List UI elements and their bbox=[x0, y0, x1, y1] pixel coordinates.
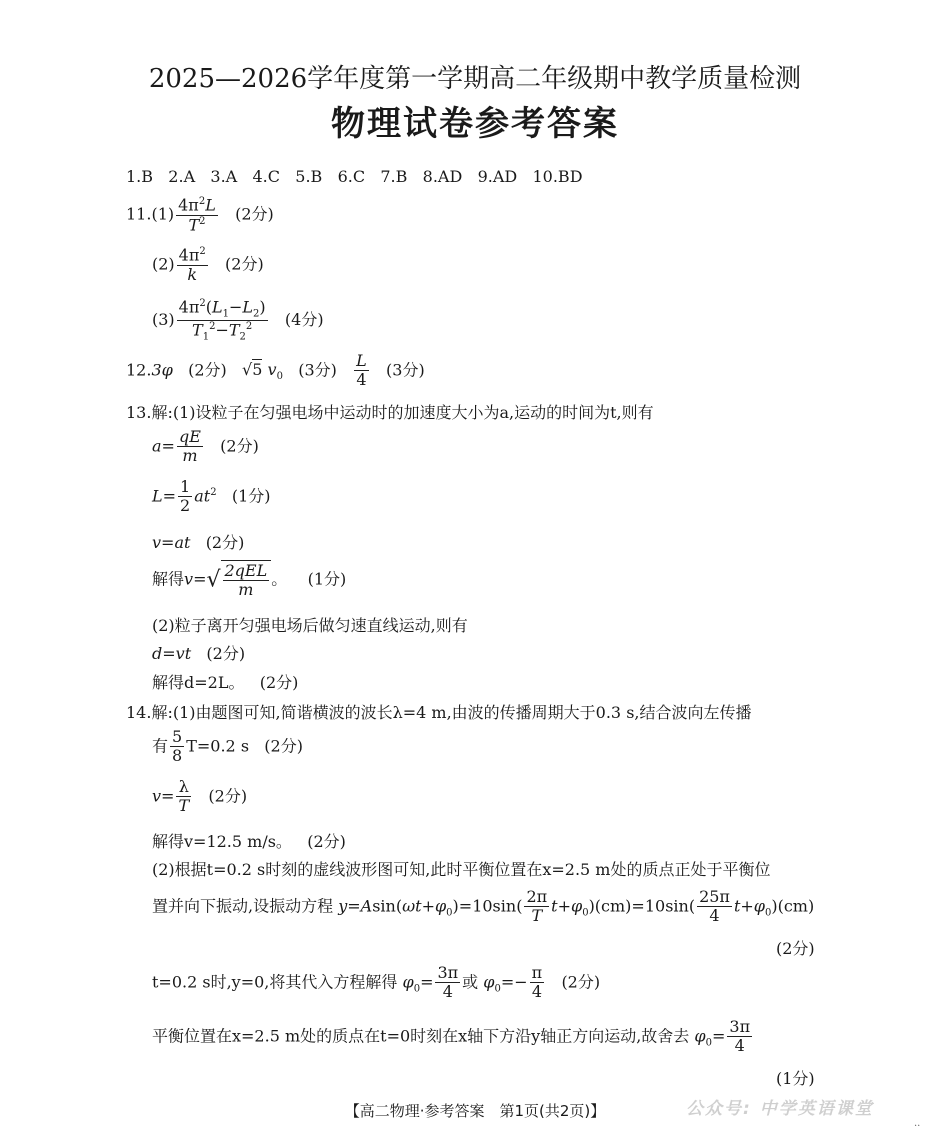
q11-p2-label: (2) bbox=[152, 254, 175, 274]
q11-p1-score: (2分) bbox=[235, 204, 274, 224]
corner-mark: .. bbox=[914, 1118, 921, 1129]
q13-score4: (1分) bbox=[307, 569, 347, 589]
q14-last-line: 平衡位置在x=2.5 m处的质点在t=0时刻在x轴下方沿y轴正方向运动,故舍去 $\varphi_0=$ $\frac{3\pi}{4}$ bbox=[152, 1017, 751, 1056]
q13-part2: (2)粒子离开匀强电场后做匀速直线运动,则有 bbox=[152, 616, 468, 635]
q12-score1: (2分) bbox=[188, 360, 227, 380]
q11-p2-formula: $\frac{4\pi^2}{k}$ bbox=[178, 245, 206, 284]
q11-p3-score: (4分) bbox=[284, 310, 324, 330]
q12-label: 12. bbox=[126, 360, 152, 380]
exam-title-line2: 物理试卷参考答案 bbox=[331, 104, 619, 144]
q14-intro: 14.解:(1)由题图可知,简谐横波的波长λ=4 m,由波的传播周期大于0.3 s,结合波向左传播 bbox=[126, 703, 752, 722]
answer-7: 7.B bbox=[380, 167, 408, 186]
choice-answers bbox=[126, 167, 583, 186]
q11-p3-formula: $\frac{4\pi^2(L_1-L_2)}{T_1^2-T_2^2}$ bbox=[178, 297, 266, 343]
q14-line-t: t=0.2 s时,y=0,将其代入方程解得 $\varphi_0=$ $\frac{3\pi}{4}$ 或 $\varphi_0=-$ $\frac{\pi}{4}$ (2分) bbox=[152, 963, 601, 1002]
q14-line2-fraction: $\frac{5}{8}$ bbox=[172, 727, 183, 766]
q13-eq2-fraction: $\frac{1}{2}$ bbox=[180, 477, 191, 516]
q12-answer3: $\frac{L}{4}$ bbox=[356, 351, 367, 390]
q14-eq2-fraction: $\frac{\lambda}{T}$ bbox=[178, 777, 190, 816]
q14-score5: (2分) bbox=[561, 972, 601, 992]
q13-intro: 13.解:(1)设粒子在匀强电场中运动时的加速度大小为a,运动的时间为t,则有 bbox=[126, 403, 654, 422]
q11-p1-label: (1) bbox=[151, 204, 175, 224]
q11-p3-label: (3) bbox=[152, 310, 175, 330]
q14-line-t-text: t=0.2 s时,y=0,将其代入方程解得 bbox=[152, 972, 398, 992]
exam-title-line1: 2025—2026学年度第一学期高二年级期中教学质量检测 bbox=[148, 64, 802, 94]
q14-line2 bbox=[152, 728, 303, 766]
answer-2: 2.A bbox=[168, 167, 196, 186]
q14-line2-prefix: 有 bbox=[152, 736, 169, 756]
answer-10: 10.BD bbox=[532, 167, 583, 186]
q14-score3: (2分) bbox=[307, 832, 346, 851]
q14-part2-line2-text: 置并向下振动,设振动方程 bbox=[152, 896, 334, 916]
q13-score1: (2分) bbox=[220, 436, 259, 456]
q13-score3: (2分) bbox=[205, 533, 245, 552]
q12-line bbox=[126, 352, 425, 390]
q13-sqrt: √ $\frac{\text{2qEL}}{m}$ bbox=[206, 560, 271, 600]
answer-4: 4.C bbox=[252, 167, 280, 186]
q12-score2: (3分) bbox=[298, 360, 337, 380]
q14-score4: (2分) bbox=[776, 939, 815, 958]
q13-eq3: v=at (2分) bbox=[152, 533, 245, 552]
q14-eq3-text: 解得v=12.5 m/s。 bbox=[152, 832, 292, 851]
q13-score2: (1分) bbox=[231, 486, 271, 506]
q14-part2-line2: 置并向下振动,设振动方程 $y=Asin(\omega t+\varphi_0)=10\sin$( $\frac{2\pi}{T}$ $t+\varphi_0)(cm)=10\sin$( $\frac{25\pi}{4}$ $t+\varphi_0)(cm)$ bbox=[152, 887, 815, 926]
watermark: 公众号: 中学英语课堂 bbox=[686, 1099, 874, 1119]
answer-1: 1.B bbox=[126, 167, 154, 186]
q13-score5: (2分) bbox=[206, 644, 246, 663]
q14-score6: (1分) bbox=[776, 1069, 815, 1088]
q14-line2-eq: T=0.2 s bbox=[186, 736, 250, 756]
q13-eq6 bbox=[152, 670, 298, 693]
answer-6: 6.C bbox=[337, 167, 366, 186]
q11-part3 bbox=[152, 298, 324, 343]
q13-solve-suffix: 。 bbox=[271, 569, 288, 589]
answer-3: 3.A bbox=[210, 167, 238, 186]
answer-8: 8.AD bbox=[422, 167, 463, 186]
q11-p1-formula: $\frac{4\pi^2L}{T^2}$ bbox=[178, 195, 216, 235]
q13-eq2: L= $\frac{1}{2}$ $at^2$ (1分) bbox=[152, 477, 271, 516]
q14-eq3 bbox=[152, 829, 346, 852]
q13-solve-prefix: 解得 bbox=[152, 569, 185, 589]
q13-eq5 bbox=[152, 641, 245, 664]
q11-part1 bbox=[126, 196, 274, 234]
q12-answer1: 3φ bbox=[151, 360, 173, 380]
q11-label: 11. bbox=[126, 204, 152, 224]
q14-score1: (2分) bbox=[264, 736, 303, 756]
q14-eq2: v= $\frac{\lambda}{T}$ (2分) bbox=[152, 777, 248, 816]
q14-last-line-text: 平衡位置在x=2.5 m处的质点在t=0时刻在x轴下方沿y轴正方向运动,故舍去 bbox=[152, 1026, 690, 1046]
q13-eq5-text: d=vt bbox=[152, 644, 192, 663]
q12-answer2: √5 $v_0$ bbox=[242, 360, 283, 383]
q12-score3: (3分) bbox=[386, 360, 425, 380]
q14-score2: (2分) bbox=[208, 786, 248, 806]
q11-p2-score: (2分) bbox=[225, 254, 264, 274]
q13-eq1: a= $\frac{qE}{m}$ (2分) bbox=[152, 427, 259, 466]
q13-eq1-fraction: $\frac{qE}{m}$ bbox=[178, 427, 201, 466]
answer-9: 9.AD bbox=[477, 167, 518, 186]
q13-eq6-text: 解得d=2L。 bbox=[152, 673, 245, 692]
q13-eq4: 解得v=√ $\frac{\text{2qEL}}{m}$ 。 (1分) bbox=[152, 561, 347, 600]
q13-score6: (2分) bbox=[259, 673, 299, 692]
q11-part2 bbox=[152, 246, 264, 284]
page-footer: 【高二物理·参考答案 第1页(共2页)】 bbox=[344, 1102, 606, 1120]
answer-5: 5.B bbox=[295, 167, 323, 186]
q14-part2-line1: (2)根据t=0.2 s时刻的虚线波形图可知,此时平衡位置在x=2.5 m处的质点正处于平衡位 bbox=[152, 860, 771, 879]
